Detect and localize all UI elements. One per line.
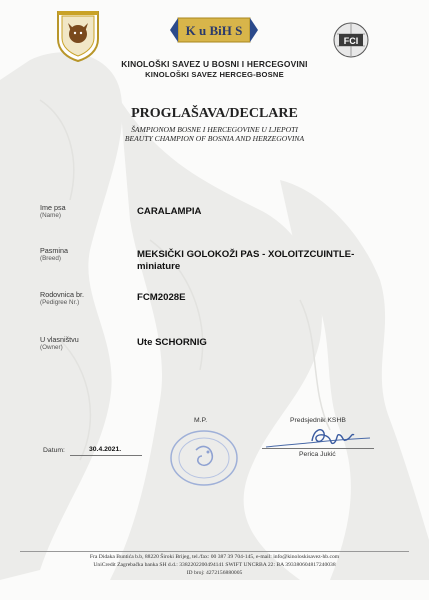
pedigree-label-en: (Pedigree Nr.) [40,299,80,306]
certificate-subtitle-local: ŠAMPIONOM BOSNE I HERCEGOVINE U LJEPOTI [131,125,298,134]
breed-value: MEKSIČKI GOLOKOŽI PAS - XOLOITZCUINTLE- [137,249,355,260]
kubihs-logo [170,14,258,46]
footer-divider [20,551,409,552]
fci-logo-text: FCI [343,36,359,46]
certificate-title: PROGLAŠAVA/DECLARE [131,106,298,121]
breed-label: Pasmina [40,246,68,255]
kubihs-logo-text: K u BiH S [185,23,243,38]
owner-value: Ute SCHORNIG [137,337,207,348]
org-name-line1: KINOLOŠKI SAVEZ U BOSNI I HERCEGOVINI [121,59,308,69]
date-label: Datum: [43,447,65,454]
owner-label-en: (Owner) [40,344,63,351]
breed-value-line2: miniature [137,261,181,272]
president-name: Perica Jukić [299,451,336,458]
pedigree-value: FCM2028E [137,292,186,303]
footer-bank: UniCredit Zagrebačka banka SH d.d.: 3382202200494141 SWIFT UNCRBA 22: BA 393380604817240038 [93,562,336,568]
breed-label-en: (Breed) [40,255,61,262]
name-value: CARALAMPIA [137,206,202,217]
mp-label: M.P. [194,417,208,424]
date-line [70,455,142,456]
pedigree-label: Rodovnica br. [40,290,84,299]
signature-line [262,448,374,449]
name-label-en: (Name) [40,212,61,219]
org-name-line2: KINOLOŠKI SAVEZ HERCEG-BOSNE [145,70,284,79]
footer-address: Fra Didaka Buntića b.b, 88220 Široki Brijeg, tel./fax: 00 387 39 704-145, e-mail: info@kinoloskisavez-hb.com [89,554,340,560]
fci-logo [327,20,375,62]
official-stamp [168,428,240,488]
owner-label: U vlasništvu [40,335,79,344]
date-value: 30.4.2021. [89,446,122,453]
name-label: Ime psa [40,203,66,212]
certificate-subtitle-en: BEAUTY CHAMPION OF BOSNIA AND HERZEGOVINA [124,134,305,143]
footer-id: ID broj: 4272156880005 [186,570,243,576]
president-title: Predsjednik KSHB [290,417,346,424]
kshb-shield-logo [54,9,102,63]
